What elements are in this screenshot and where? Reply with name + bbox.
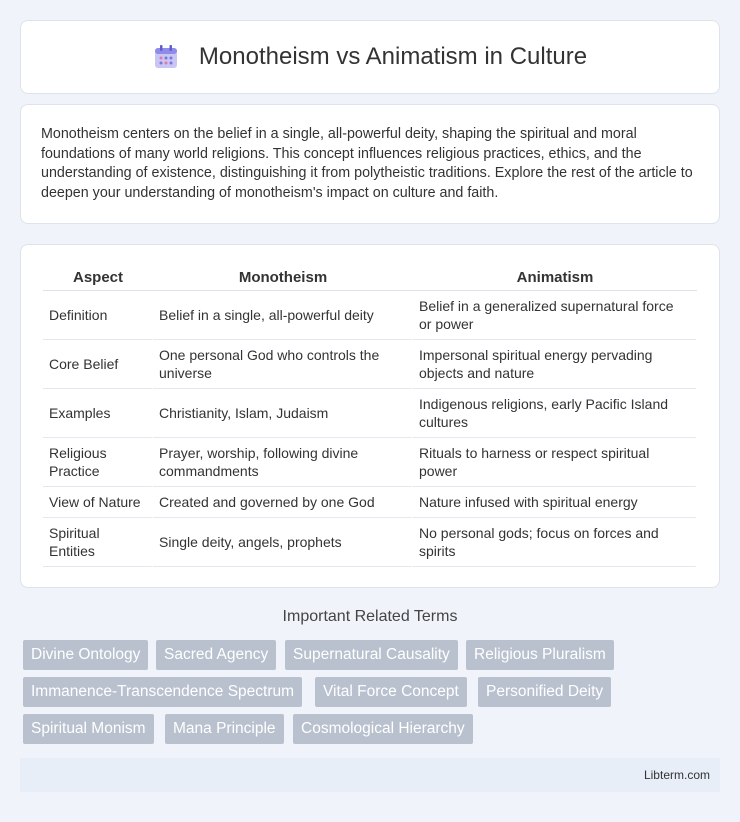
intro-text: Monotheism centers on the belief in a single, all-powerful deity, shaping the spiritual and moral foundations of many world religions. This concept influences religious practices, ethics, and the understanding of existence, distinguishing it from polytheistic traditions. Explore the rest of the article to deepen your understanding of monotheism's impact on culture and faith. (41, 126, 693, 201)
term-tag[interactable]: Personified Deity (478, 677, 611, 707)
table-row (43, 291, 697, 340)
term-tag[interactable]: Mana Principle (165, 714, 284, 744)
table-row (43, 438, 697, 487)
term-tag[interactable]: Religious Pluralism (466, 640, 614, 670)
table-cell: Impersonal spiritual energy pervading objects and nature (413, 340, 697, 389)
column-header-aspect: Aspect (43, 263, 153, 291)
table-cell: Definition (43, 291, 153, 340)
table-cell: One personal God who controls the universe (153, 340, 413, 389)
term-tag[interactable]: Immanence-Transcendence Spectrum (23, 677, 302, 707)
table-cell: Created and governed by one God (153, 487, 413, 518)
table-cell: Examples (43, 389, 153, 438)
table-cell: Indigenous religions, early Pacific Island cultures (413, 389, 697, 438)
table-cell: Religious Practice (43, 438, 153, 487)
table-header-row (43, 263, 697, 291)
title-card (20, 20, 720, 94)
page-title: Monotheism vs Animatism in Culture (198, 43, 588, 70)
table-row (43, 340, 697, 389)
footer (20, 758, 720, 792)
table-cell: Belief in a single, all-powerful deity (153, 291, 413, 340)
calendar-icon (153, 44, 179, 70)
table-cell: Prayer, worship, following divine commandments (153, 438, 413, 487)
table-row (43, 518, 697, 567)
comparison-table (43, 263, 697, 567)
term-tag[interactable]: Vital Force Concept (315, 677, 467, 707)
table-cell: Belief in a generalized supernatural force or power (413, 291, 697, 340)
table-cell: Spiritual Entities (43, 518, 153, 567)
table-cell: Single deity, angels, prophets (153, 518, 413, 567)
table-cell: Nature infused with spiritual energy (413, 487, 697, 518)
table-cell: View of Nature (43, 487, 153, 518)
column-header-animatism: Animatism (413, 263, 697, 291)
table-row (43, 487, 697, 518)
column-header-monotheism: Monotheism (153, 263, 413, 291)
intro-card (20, 104, 720, 224)
term-tag[interactable]: Divine Ontology (23, 640, 148, 670)
comparison-table-card (20, 244, 720, 588)
table-cell: Core Belief (43, 340, 153, 389)
footer-site-link[interactable]: Libterm.com (643, 768, 710, 782)
term-tag[interactable]: Spiritual Monism (23, 714, 154, 744)
table-row (43, 389, 697, 438)
table-cell: Rituals to harness or respect spiritual power (413, 438, 697, 487)
term-tag[interactable]: Cosmological Hierarchy (293, 714, 473, 744)
table-cell: No personal gods; focus on forces and spirits (413, 518, 697, 567)
related-terms-title: Important Related Terms (282, 608, 458, 625)
table-cell: Christianity, Islam, Judaism (153, 389, 413, 438)
term-tag[interactable]: Supernatural Causality (285, 640, 458, 670)
term-tag[interactable]: Sacred Agency (156, 640, 276, 670)
